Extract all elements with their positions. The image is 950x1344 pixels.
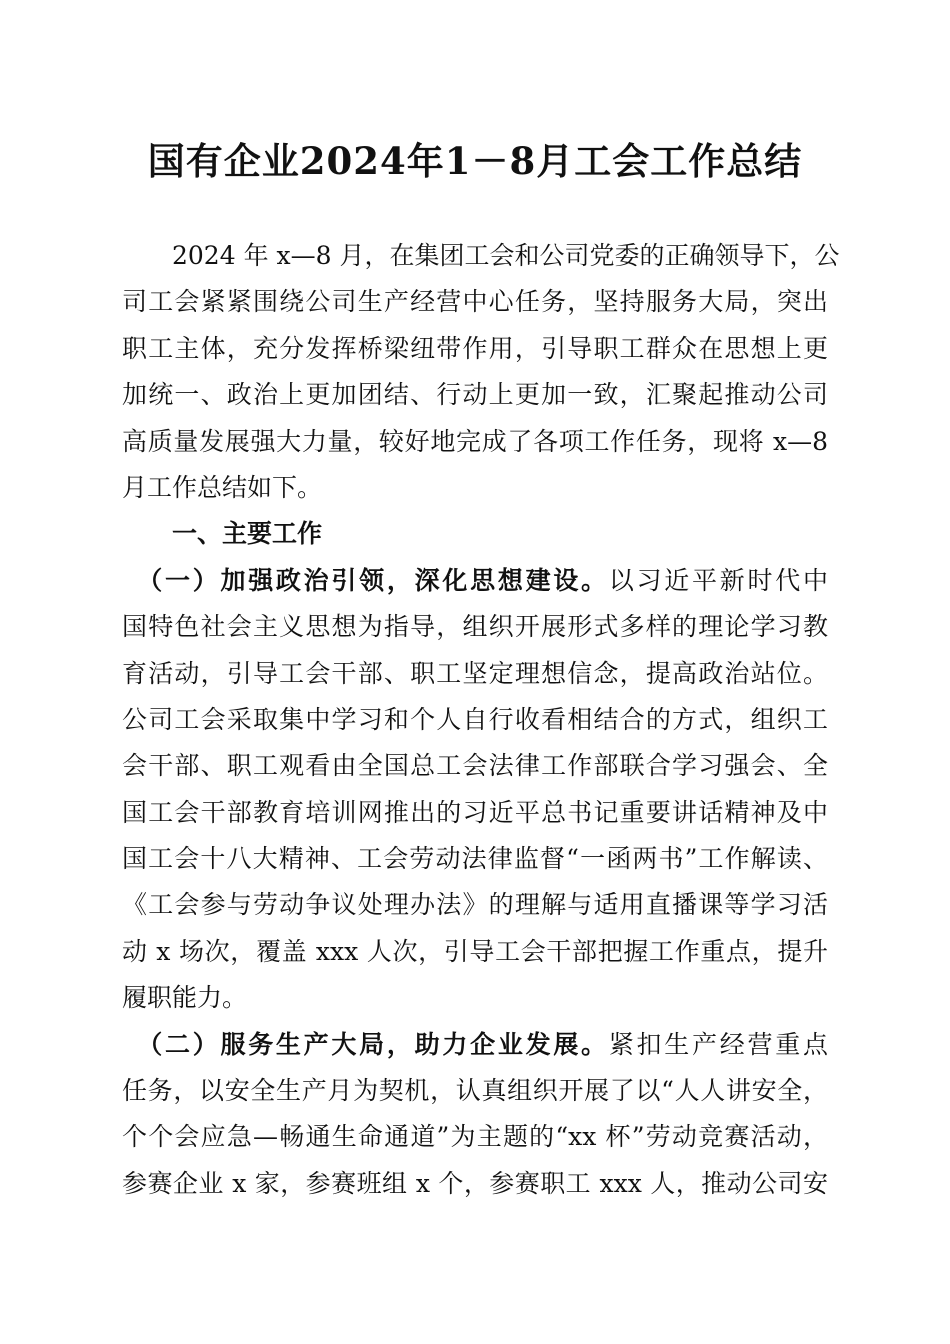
paragraph-line: 职工主体，充分发挥桥梁纽带作用，引导职工群众在思想上更 bbox=[122, 333, 828, 363]
paragraph-line: 国工会十八大精神、工会劳动法律监督“一函两书”工作解读、 bbox=[122, 844, 828, 874]
paragraph-line: 任务，以安全生产月为契机，认真组织开展了以“人人讲安全， bbox=[122, 1076, 828, 1106]
paragraph-line: 月工作总结如下。 bbox=[122, 472, 323, 502]
paragraph-line: 履职能力。 bbox=[122, 983, 248, 1013]
paragraph-line: 个个会应急—畅通生命通道”为主题的“xx 杯”劳动竞赛活动， bbox=[122, 1122, 828, 1152]
document-title: 国有企业2024年1－8月工会工作总结 bbox=[147, 139, 803, 183]
paragraph-line bbox=[122, 558, 828, 604]
paragraph-text: 紧扣生产经营重点 bbox=[608, 1029, 828, 1059]
paragraph-text: 以习近平新时代中 bbox=[608, 565, 828, 595]
paragraph-line: 《工会参与劳动争议处理办法》的理解与适用直播课等学习活 bbox=[122, 890, 828, 920]
paragraph-line: 参赛企业 x 家，参赛班组 x 个，参赛职工 xxx 人，推动公司安 bbox=[122, 1168, 828, 1198]
paragraph-line: 国工会干部教育培训网推出的习近平总书记重要讲话精神及中 bbox=[122, 797, 828, 827]
paragraph-line: 动 x 场次，覆盖 xxx 人次，引导工会干部把握工作重点，提升 bbox=[122, 936, 828, 966]
subsection-lead: （一）加强政治引领，深化思想建设。 bbox=[122, 565, 609, 595]
paragraph-line: 加统一、政治上更加团结、行动上更加一致，汇聚起推动公司 bbox=[122, 380, 828, 410]
paragraph-line: 国特色社会主义思想为指导，组织开展形式多样的理论学习教 bbox=[122, 612, 828, 642]
subsection-lead: （二）服务生产大局，助力企业发展。 bbox=[122, 1029, 609, 1059]
paragraph-line bbox=[122, 1022, 828, 1068]
paragraph-line: 会干部、职工观看由全国总工会法律工作部联合学习强会、全 bbox=[122, 751, 828, 781]
paragraph-line: 公司工会采取集中学习和个人自行收看相结合的方式，组织工 bbox=[122, 704, 828, 734]
paragraph-line: 2024 年 x—8 月，在集团工会和公司党委的正确领导下，公 bbox=[122, 241, 840, 270]
paragraph-line: 司工会紧紧围绕公司生产经营中心任务，坚持服务大局，突出 bbox=[122, 287, 828, 317]
document-body bbox=[122, 233, 840, 1207]
section-heading: 一、主要工作 bbox=[122, 519, 323, 549]
paragraph-line: 高质量发展强大力量，较好地完成了各项工作任务，现将 x—8 bbox=[122, 426, 828, 456]
paragraph-line: 育活动，引导工会干部、职工坚定理想信念，提高政治站位。 bbox=[122, 658, 828, 688]
